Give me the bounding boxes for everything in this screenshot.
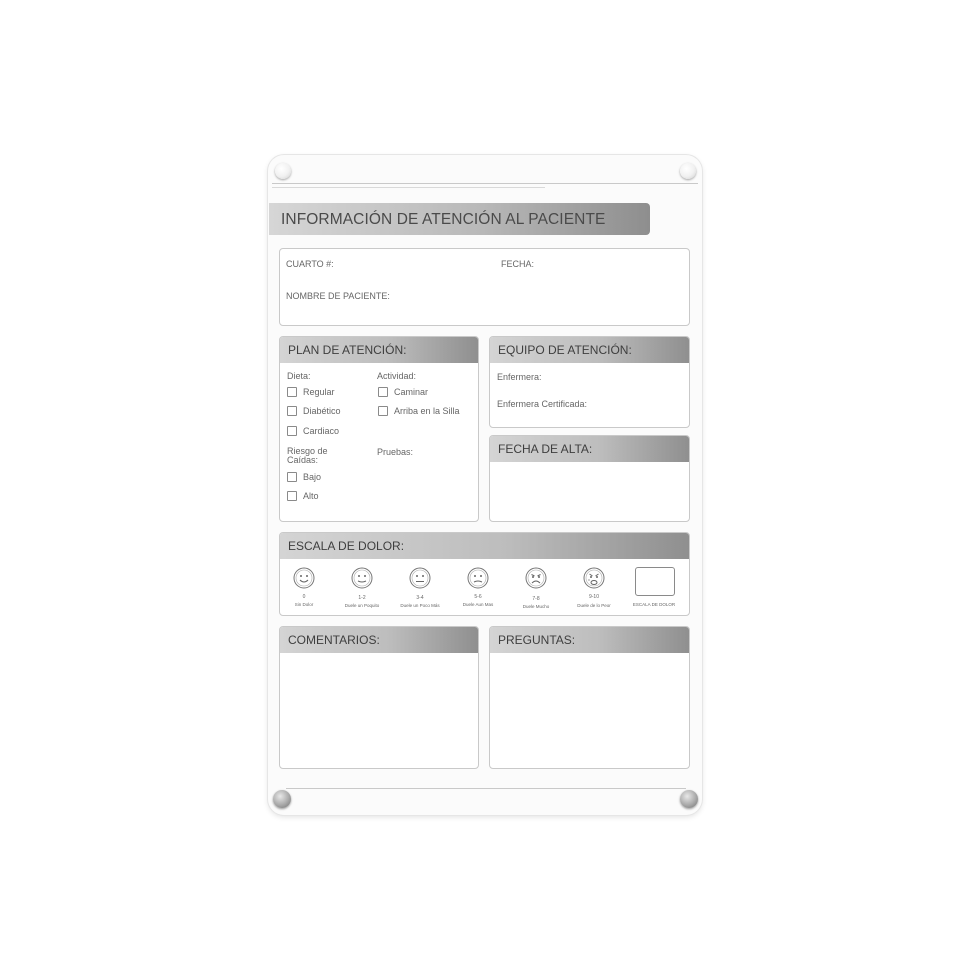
patient-name-label: NOMBRE DE PACIENTE:: [286, 291, 390, 301]
pain-level-1-range: 1-2: [358, 595, 366, 601]
fall-risk-option-bajo[interactable]: Bajo: [287, 472, 321, 482]
diet-option-cardiaco[interactable]: Cardiaco: [287, 426, 339, 436]
comments-title: COMENTARIOS:: [288, 633, 380, 647]
checkbox[interactable]: [287, 491, 297, 501]
date-label: FECHA:: [501, 259, 535, 269]
checkbox[interactable]: [287, 472, 297, 482]
pain-scale-box: [279, 532, 690, 616]
questions-header: [490, 627, 689, 653]
comments-header: [280, 627, 478, 653]
certified-nurse-label: Enfermera Certificada:: [497, 399, 588, 409]
activity-option-arriba-silla[interactable]: Arriba en la Silla: [378, 406, 460, 416]
patient-info-box: [279, 248, 690, 326]
pain-level-2-range: 3-4: [416, 595, 424, 601]
pain-scale-box-label: ESCALA DE DOLOR: [632, 602, 676, 607]
activity-label: Actividad:: [377, 371, 417, 381]
fall-risk-label: Riesgo de Caídas:: [287, 446, 328, 465]
care-team-box: [489, 336, 690, 428]
room-label: CUARTO #:: [286, 259, 334, 269]
tests-label: Pruebas:: [377, 447, 414, 457]
nurse-label: Enfermera:: [497, 372, 542, 382]
top-left-standoff: [275, 163, 291, 179]
face-hurts-little-more-icon: [409, 567, 431, 589]
pain-level-5-range: 9-10: [588, 594, 599, 600]
questions-box: [489, 626, 690, 769]
pain-level-3-range: 5-6: [474, 594, 482, 600]
checkbox[interactable]: [378, 406, 388, 416]
face-hurts-little-bit-icon: [351, 567, 373, 589]
pain-level-2-desc: Duele un Poco Más: [400, 603, 440, 608]
top-right-standoff: [680, 163, 696, 179]
diet-label: Dieta:: [287, 371, 311, 381]
form-title-bar: [269, 203, 650, 235]
pain-level-4-desc: Duele Mucho: [522, 604, 550, 609]
care-plan-header: [280, 337, 478, 363]
face-hurts-worst-icon: [583, 567, 605, 589]
care-plan-box: [279, 336, 479, 522]
pain-scale-title: ESCALA DE DOLOR:: [288, 539, 405, 553]
pain-level-0-desc: Sin Dolor: [294, 602, 314, 607]
fall-risk-option-alto[interactable]: Alto: [287, 491, 319, 501]
checkbox[interactable]: [287, 387, 297, 397]
diet-option-regular[interactable]: Regular: [287, 387, 335, 397]
questions-title: PREGUNTAS:: [498, 633, 576, 647]
care-team-title: EQUIPO DE ATENCIÓN:: [498, 343, 632, 357]
face-no-pain-icon: [293, 567, 315, 589]
care-team-header: [490, 337, 689, 363]
top-inner-line: [272, 187, 545, 188]
discharge-date-box: [489, 435, 690, 522]
checkbox[interactable]: [287, 426, 297, 436]
face-hurts-even-more-icon: [467, 567, 489, 589]
pain-level-5-desc: Duele de lo Peor: [577, 603, 611, 608]
pain-scale-header: [280, 533, 689, 559]
discharge-title: FECHA DE ALTA:: [498, 442, 593, 456]
face-hurts-a-lot-icon: [525, 567, 547, 589]
top-edge-line: [272, 183, 698, 184]
pain-level-1-desc: Duele un Poquito: [344, 603, 380, 608]
diet-option-diabetico[interactable]: Diabético: [287, 406, 341, 416]
pain-level-3-desc: Duele Aun Mas: [462, 602, 494, 607]
form-title: INFORMACIÓN DE ATENCIÓN AL PACIENTE: [281, 211, 606, 228]
checkbox[interactable]: [287, 406, 297, 416]
discharge-header: [490, 436, 689, 462]
comments-box: [279, 626, 479, 769]
checkbox[interactable]: [378, 387, 388, 397]
pain-level-4-range: 7-8: [532, 596, 540, 602]
bottom-right-standoff: [680, 790, 698, 808]
bottom-left-standoff: [273, 790, 291, 808]
activity-option-caminar[interactable]: Caminar: [378, 387, 428, 397]
pain-level-0-range: 0: [302, 594, 306, 600]
pain-scale-entry-box[interactable]: [635, 567, 675, 596]
bottom-edge-line: [286, 788, 686, 789]
care-plan-title: PLAN DE ATENCIÓN:: [288, 343, 407, 357]
